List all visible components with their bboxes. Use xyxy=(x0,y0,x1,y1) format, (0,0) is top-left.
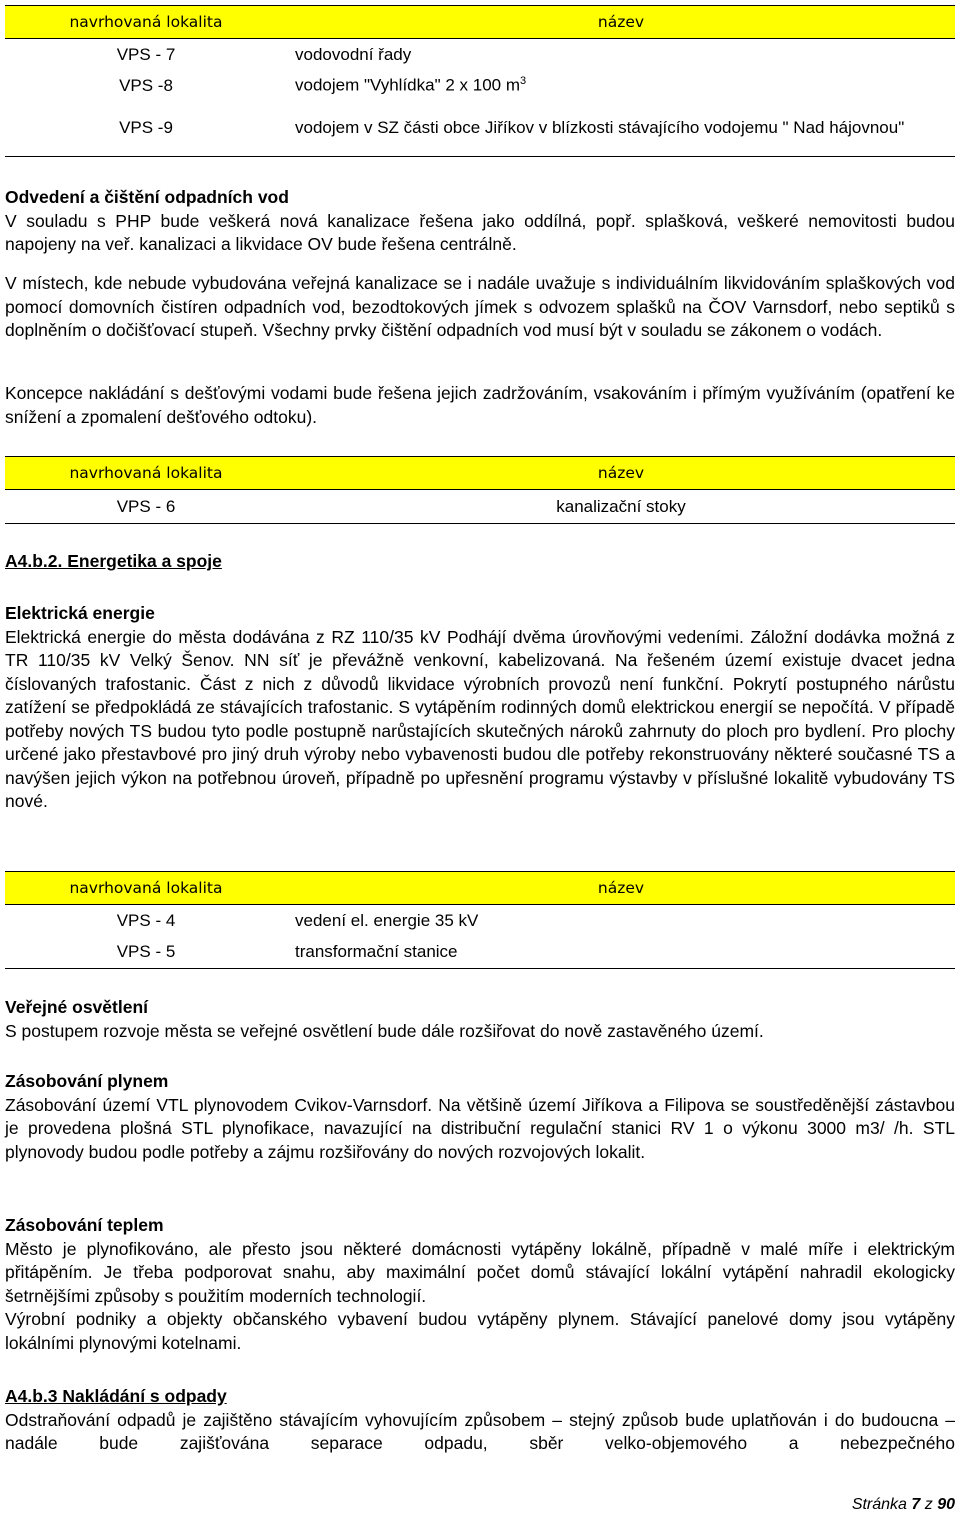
subsection-electricity xyxy=(5,602,955,814)
paragraph: Zásobování území VTL plynovodem Cvikov-Varnsdorf. Na většině území Jiříkova a Filipova se soustředěnější zástavbou je provedena plošná STL plynofikace, navazující na distribuční regulační stanici RV 1 o výkonu 3000 m3/ /h. STL plynovody budou podle potřeby a zájmu rozšiřovány do nových rozvojových lokalit. xyxy=(5,1094,955,1162)
column-header-location: navrhovaná lokalita xyxy=(5,6,287,39)
paragraph: Elektrická energie do města dodávána z RZ 110/35 kV Podhájí dvěma úrovňovými vedeními. Záložní dodávka možná z TR 110/35 kV Velký Šenov. NN síť je převážně venkovní, kabelizovaná. Na řešeném území existuje dvacet jedna číslovaných trafostanic. Část z nich z důvodů likvidace výrobních provozů není funkční. Pokrytí postupného nárůstu zatížení se předpokládá ze stávajících trafostanic. S vytápěním rodinných domů elektrickou energií se nepočítá. V případě potřeby nových TS budou tyto podle postupně narůstajících skutečných nároků zahrnuty do ploch pro bydlení. Pro plochy určené jako přestavbové pro jiný druh výroby nebo vybavenosti budou dle potřeby rekonstruovány některé současné TS a navýšen jejich výkon na potřebnou úroveň, případně po upřesnění programu výstavby v příslušné lokalitě vybudovány TS nové. xyxy=(5,626,955,811)
column-header-name: název xyxy=(287,457,955,490)
table-row xyxy=(5,905,955,937)
paragraph: V souladu s PHP bude veškerá nová kanalizace řešena jako oddílná, popř. splašková, veškeré nemovitosti budou napojeny na veř. kanalizaci a likvidace OV bude řešena centrálně. xyxy=(5,210,955,254)
paragraph: Odstraňování odpadů je zajištěno stávajícím vyhovujícím způsobem – stejný způsob bude uplatňován i do budoucna – nadále bude zajišťována separace odpadu, sběr velko-objemového a nebezpečného xyxy=(5,1409,955,1453)
paragraph-block xyxy=(5,382,955,429)
row-name: vodojem v SZ části obce Jiříkov v blízkosti stávajícího vodojemu " Nad hájovnou" xyxy=(287,101,955,157)
table-header xyxy=(5,872,955,905)
paragraph: V místech, kde nebude vybudována veřejná kanalizace se i nadále uvažuje s individuálním likvidováním splaškových vod pomocí domovních čistíren odpadních vod, bezodtokových jímek s odvozem splašků na ČOV Varnsdorf, nebo septiků s doplněním o dočišťovací stupeň. Všechny prvky čištění odpadních vod musí být v souladu se zákonem o vodách. xyxy=(5,273,955,340)
paragraph-block xyxy=(5,272,955,343)
row-name: vodojem "Vyhlídka" 2 x 100 $m^3$ xyxy=(295,75,527,95)
row-code: VPS -9 xyxy=(5,101,287,157)
row-code: VPS - 5 xyxy=(5,937,287,969)
table-row xyxy=(5,39,955,71)
table-vps-energy xyxy=(5,871,955,969)
paragraph: Město je plynofikováno, ale přesto jsou některé domácnosti vytápěny lokálně, případně v malé míře i elektrickým přitápěním. Je třeba podporovat snahu, aby maximální počet domů stávající lokální vytápění nahradil ekologicky šetrnějšími způsoby s použitím moderních technologií. xyxy=(5,1238,955,1306)
row-code: VPS - 4 xyxy=(116,910,176,930)
paragraph: S postupem rozvoje města se veřejné osvětlení bude dále rozšiřovat do nově zastavěného území. xyxy=(5,1020,764,1041)
subsection-heading: Zásobování plynem xyxy=(5,1071,169,1091)
table-row xyxy=(5,490,955,524)
row-name: kanalizační stoky xyxy=(287,490,955,524)
section-heading: A4.b.2. Energetika a spoje xyxy=(5,551,222,571)
subsection-heading: Elektrická energie xyxy=(5,603,155,623)
table-row xyxy=(5,937,955,969)
page-footer: Stránka 7 z 90 xyxy=(851,1496,955,1513)
page-number: 7 xyxy=(911,1496,921,1513)
row-code: VPS - 7 xyxy=(116,44,176,64)
table-header xyxy=(5,457,955,490)
section-heading: A4.b.3 Nakládání s odpady xyxy=(5,1386,227,1406)
row-name: vodovodní řady xyxy=(295,44,412,64)
row-name: transformační stanice xyxy=(287,937,955,969)
section-gas xyxy=(5,1070,955,1164)
subsection-heading: Zásobování teplem xyxy=(5,1215,164,1235)
section-heat xyxy=(5,1214,955,1355)
paragraph: Výrobní podniky a objekty občanského vybavení budou vytápěny plynem. Stávající panelové domy jsou vytápěny lokálními plynovými kotelnami. xyxy=(5,1309,955,1353)
section-sewage xyxy=(5,186,955,257)
page-total: 90 xyxy=(937,1496,955,1513)
section-waste xyxy=(5,1385,955,1456)
table-vps-sewage xyxy=(5,456,955,524)
section-energy xyxy=(5,550,955,574)
table-header xyxy=(5,6,955,39)
column-header-name: název xyxy=(287,872,955,905)
section-lighting xyxy=(5,996,955,1043)
table-vps-water xyxy=(5,5,955,157)
column-header-location: navrhovaná lokalita xyxy=(5,872,287,905)
section-heading: Odvedení a čištění odpadních vod xyxy=(5,187,289,207)
subsection-heading: Veřejné osvětlení xyxy=(5,997,148,1017)
table-row xyxy=(5,101,955,157)
table-row xyxy=(5,71,955,101)
column-header-location: navrhovaná lokalita xyxy=(5,457,287,490)
row-name: vedení el. energie 35 kV xyxy=(295,910,479,930)
column-header-name: název xyxy=(287,6,955,39)
paragraph: Koncepce nakládání s dešťovými vodami bude řešena jejich zadržováním, vsakováním i přímým využíváním (opatření ke snížení a zpomalení dešťového odtoku). xyxy=(5,383,955,427)
row-code: VPS -8 xyxy=(119,75,173,95)
row-code: VPS - 6 xyxy=(5,490,287,524)
